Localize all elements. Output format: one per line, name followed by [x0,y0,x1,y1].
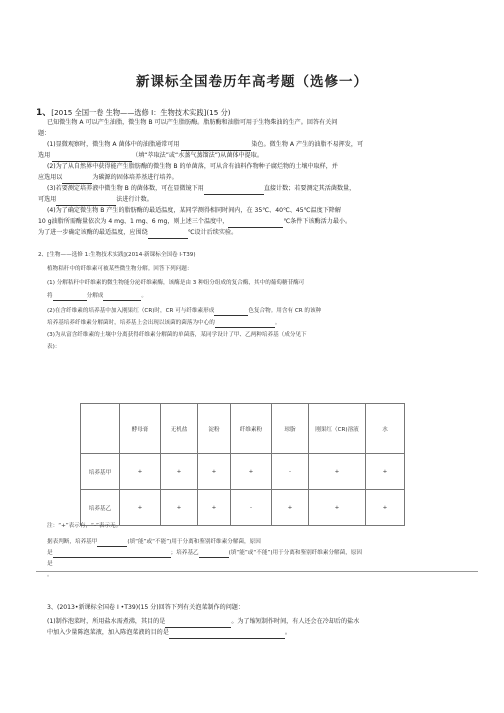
q1-answer-blank-2[interactable] [52,154,132,162]
question-1-heading [36,105,231,118]
table-cell: + [120,454,161,490]
table-cell: + [161,490,198,526]
q2-line-2: (1) 分解秸秆中纤维素的微生物能分泌纤维素酶，该酶是由 3 种组分组成的复合酶，其中的葡萄糖苷酶可 [47,280,305,286]
medium-composition-table [80,403,405,526]
table-cell: + [366,454,405,490]
q1-line-4: 选用 （填“萃取法”或“水蒸气蒸馏法”)从菌体中提取。 [38,151,263,162]
table-cell: + [198,454,231,490]
table-cell: + [366,490,405,526]
table-row [81,490,405,526]
table-row [81,454,405,490]
q1-line-6: 应选用以 为碳源的固体培养基进行培养。 [38,173,178,184]
q3-answer-blank-2[interactable] [169,631,285,639]
table-header-cell: 无机盐 [161,404,198,454]
q1-line-9: (4)为了确定微生物 B 产生的脂肪酶的最适温度，某同学测得相同时间内，在 35℃、40℃、45℃温度下降解 [47,207,341,214]
q1-line-1: 已知微生物 A 可以产生油脂，微生物 B 可以产生脂肪酶。脂肪酶和油脂可用于生物柴油的生产。回答有关问 [47,119,338,126]
table-cell: - [231,490,272,526]
table-cell: + [309,490,366,526]
q2-line-11: 。 [47,572,53,578]
table-header-cell: 琼脂 [272,404,309,454]
table-header-cell: 刚果红（CR)溶液 [309,404,366,454]
q3-answer-blank-1[interactable] [165,620,231,628]
question-1-number: 1、 [36,108,52,118]
table-cell: + [272,490,309,526]
q1-answer-blank-3[interactable] [62,176,92,184]
q3-line-2: 中加入少量陈泡菜液，加入陈泡菜液的目的是 。 [47,628,291,639]
q1-answer-blank-1[interactable] [181,143,251,151]
answer-line[interactable] [36,571,478,572]
q1-line-3: (1)显微观察时，微生物 A 菌体中的油脂通常可用 染色。微生物 A 产生的油脂不易挥发，可 [47,140,363,151]
q2-answer-blank-4[interactable] [215,320,275,328]
q2-line-9: 是 ；培养基乙 (填“能”或“不能”)用于分离和鉴别纤维素分解菌，原因 [47,548,362,558]
q1-line-10: 10 g油脂所需酶量依次为 4 mg、1 mg、6 mg，则上述三个温度中， ℃条件下该酶活力最小。 [38,217,351,228]
q2-answer-blank-6[interactable] [53,550,171,558]
q1-line-5: (2)为了从自然界中获得能产生脂肪酶的微生物 B 的单菌落，可从含有油料作物种子腐烂物的土壤中取样，并 [47,163,338,170]
question-2-heading: 2、[生物——选修 1:生物技术实践](2014·新课标全国卷 I·T39) [38,252,196,258]
table-header-cell: 水 [366,404,405,454]
q2-line-1: 植物秸秆中的纤维素可被某些微生物分解。回答下列问题： [47,266,193,272]
question-1-source: [2015 全国一卷 生物——选修 I：生物技术实践](15 分) [51,108,231,117]
table-header-row [81,404,405,454]
q2-line-6: (3)为从富含纤维素的土壤中分离获得纤维素分解菌的单菌落，某同学设计了甲、乙两种培养基（成分见下 [47,332,307,338]
table-cell: - [272,454,309,490]
q1-answer-blank-4[interactable] [204,187,264,195]
q2-line-10: 是 [47,561,53,567]
table-cell: + [231,454,272,490]
table-cell: + [120,490,161,526]
q1-line-8: 可选用 法进行计数。 [38,195,153,206]
q1-answer-blank-6[interactable] [228,220,283,228]
q2-answer-blank-5[interactable] [97,539,127,547]
table-header-cell: 酵母膏 [120,404,161,454]
q3-line-1: (1)制作泡菜时，所用盐水需煮沸，其目的是 。为了缩短制作时间，有人还会在冷却后的盐水 [47,617,359,628]
page-title: 新课标全国卷历年高考题（选修一） [136,74,368,90]
q2-line-8: 据表判断，培养基甲 (填“能”或“不能”)用于分离和鉴别纤维素分解菌，原因 [47,537,261,547]
table-header-cell [81,404,120,454]
q2-line-5: 培养基培养纤维素分解菌时，培养基上会出现以该菌的菌落为中心的 。 [47,318,280,328]
q2-answer-blank-1[interactable] [53,293,87,301]
q1-answer-blank-7[interactable] [148,231,188,239]
q1-line-2: 题： [38,130,51,137]
question-3-heading: 3、(2013•新课标全国卷 I •T39)(15 分)回答下列有关泡菜制作的问题： [47,604,244,611]
table-cell: + [161,454,198,490]
table-cell: + [198,490,231,526]
table-note: 注：“+”表示有，“-”表示无。 [47,523,122,529]
q1-line-11: 为了进一步确定该酶的最适温度，应围绕 ℃设计后续实验。 [38,228,237,239]
q2-line-7: 表)： [47,344,61,350]
q2-line-3: 将 分解成 。 [47,291,147,301]
table-header-cell: 纤维素粉 [231,404,272,454]
table-row-label: 培养基甲 [81,454,120,490]
table-row-label: 培养基乙 [81,490,120,526]
q2-line-4: (2)在含纤维素的培养基中加入刚果红（CR)时，CR 可与纤维素形成 色复合物。用含有 CR 的该种 [47,306,321,316]
q2-answer-blank-2[interactable] [103,293,141,301]
table-cell: + [309,454,366,490]
q1-answer-blank-5[interactable] [56,198,116,206]
q2-answer-blank-7[interactable] [199,550,229,558]
table-header-cell: 淀粉 [198,404,231,454]
q1-line-7: (3)若要测定培养液中微生物 B 的菌体数，可在显微镜下用 直接计数；若要测定其活菌数量， [47,184,355,195]
q2-answer-blank-3[interactable] [214,308,248,316]
